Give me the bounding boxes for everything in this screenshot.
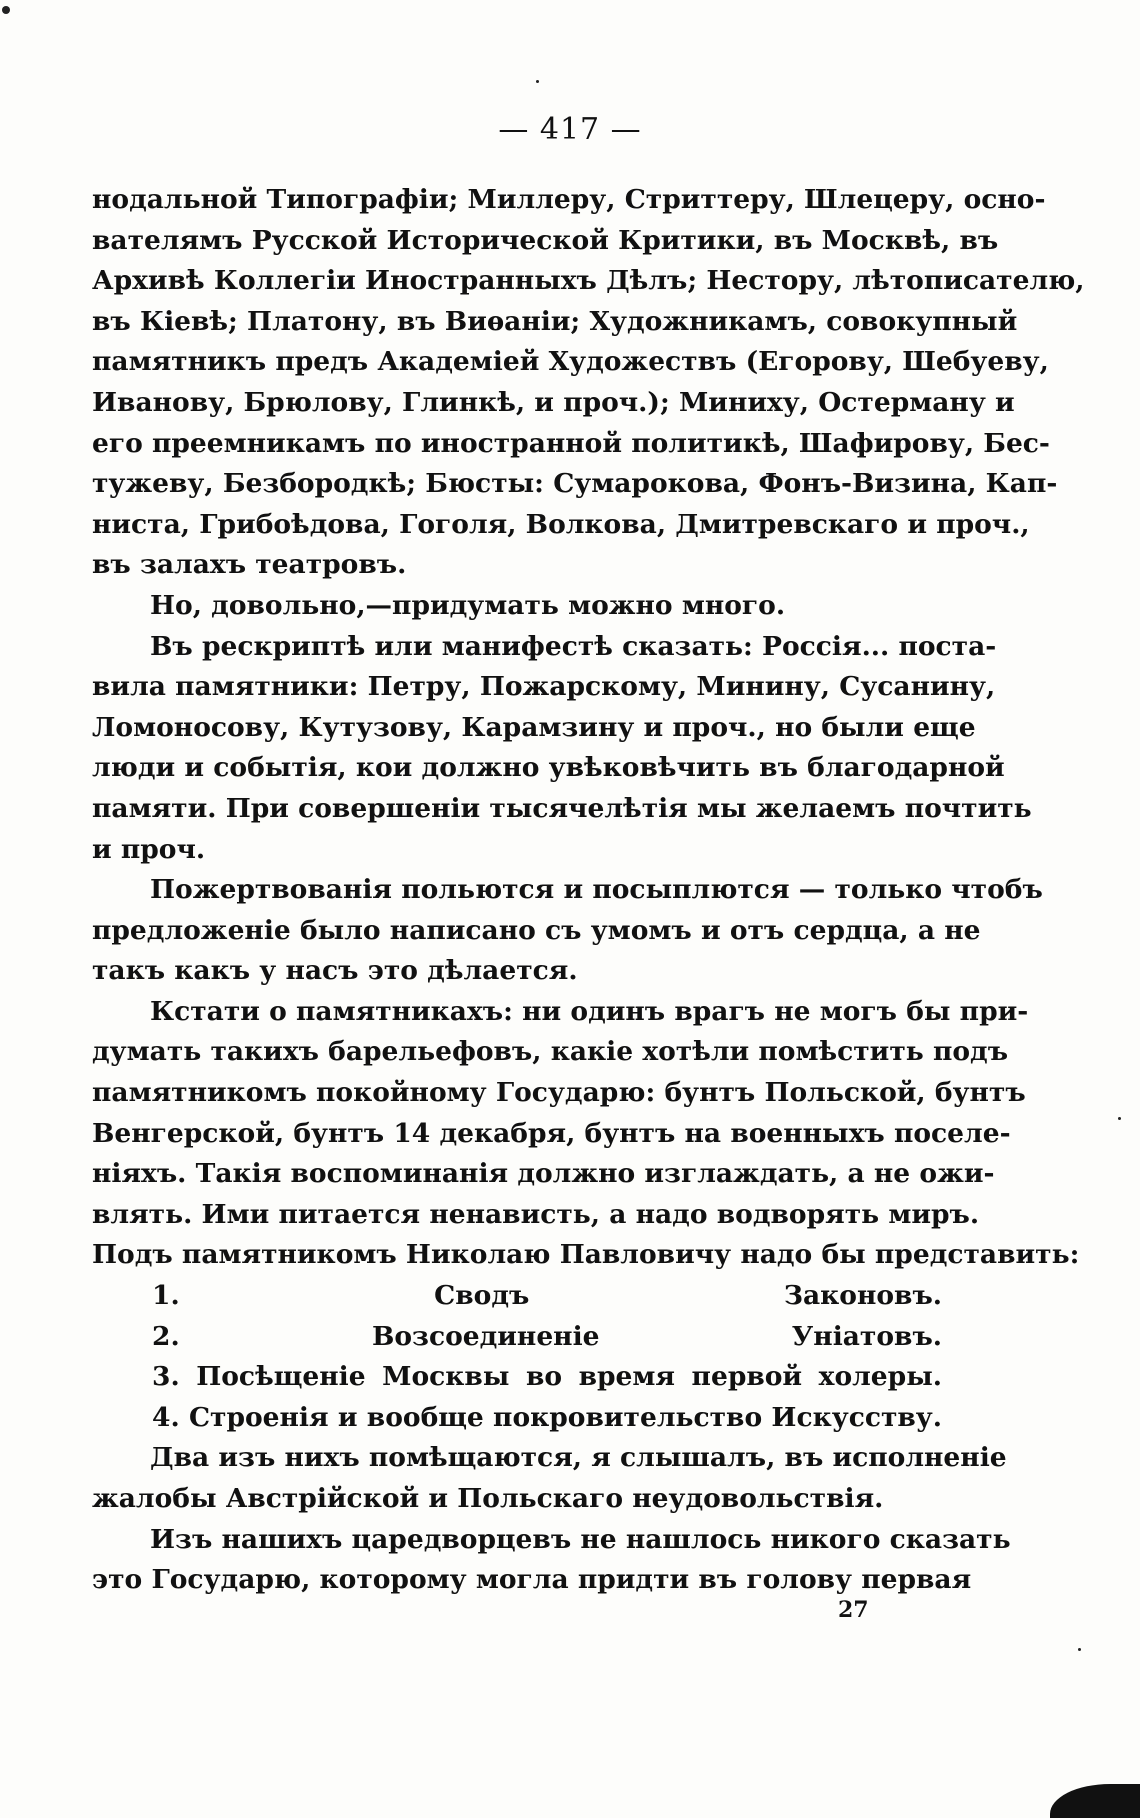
text-line: ніяхъ. Такія воспоминанія должно изглаждать, а не ожи-	[92, 1158, 995, 1190]
paragraph	[92, 870, 1043, 992]
text-line: памяти. При совершеніи тысячелѣтія мы желаемъ почтить	[92, 792, 1032, 824]
text-line: въ залахъ театровъ.	[92, 549, 407, 581]
text-line: Кстати о памятникахъ: ни одинъ врагъ не могъ бы при-	[150, 995, 1029, 1027]
print-speck	[536, 80, 539, 83]
text-line: его преемникамъ по иностранной политикѣ, Шафирову, Бес-	[92, 427, 1050, 459]
text-line: Пожертвованія польются и посыплются — только чтобъ	[150, 874, 1043, 906]
text-line: тужеву, Безбородкѣ; Бюсты: Сумарокова, Фонъ-Визина, Кап-	[92, 468, 1058, 500]
text-line: это Государю, которому могла придти въ голову первая	[92, 1564, 972, 1596]
text-line: Иванову, Брюлову, Глинкѣ, и проч.); Миниху, Остерману и	[92, 386, 1015, 418]
text-line: въ Кіевѣ; Платону, въ Виѳаніи; Художникамъ, совокупный	[92, 305, 1018, 337]
list-item: 3. Посѣщеніе Москвы во время первой холеры.	[152, 1361, 942, 1393]
text-line: жалобы Австрійской и Польскаго неудовольствія.	[92, 1483, 884, 1514]
numbered-list	[92, 1276, 942, 1438]
paragraph	[92, 1438, 1007, 1519]
paragraph	[92, 586, 942, 627]
list-item: 2. Возсоединеніе Уніатовъ.	[152, 1320, 942, 1352]
text-line: люди и событія, кои должно увѣковѣчить въ благодарной	[92, 752, 1005, 784]
page-number: — 417 —	[498, 112, 642, 147]
text-line: памятникъ предъ Академіей Художествъ (Егорову, Шебуеву,	[92, 346, 1049, 378]
text-line: Ломоносову, Кутузову, Карамзину и проч., но были еще	[92, 711, 976, 743]
text-line: влять. Ими питается ненависть, а надо водворять миръ.	[92, 1198, 980, 1230]
list-item: 1. Сводъ Законовъ.	[152, 1280, 942, 1312]
text-line: Архивѣ Коллегіи Иностранныхъ Дѣлъ; Нестору, лѣтописателю,	[92, 265, 1085, 297]
paragraph	[92, 992, 1080, 1276]
text-line: Венгерской, бунтъ 14 декабря, бунтъ на военныхъ поселе-	[92, 1117, 1011, 1149]
ink-blot	[1050, 1784, 1140, 1818]
text-line: вателямъ Русской Исторической Критики, въ Москвѣ, въ	[92, 224, 999, 256]
list-item: 4. Строенія и вообще покровительство Искусству.	[152, 1401, 942, 1433]
text-line: предложеніе было написано съ умомъ и отъ сердца, а не	[92, 914, 981, 946]
text-line: памятникомъ покойному Государю: бунтъ Польской, бунтъ	[92, 1077, 1026, 1109]
paragraph	[92, 1520, 1011, 1601]
print-speck	[1078, 1648, 1081, 1651]
signature-mark: 27	[838, 1597, 869, 1623]
paragraph	[92, 180, 1085, 586]
text-line: думать такихъ барельефовъ, какіе хотѣли помѣстить подъ	[92, 1036, 1009, 1068]
text-line: Подъ памятникомъ Николаю Павловичу надо бы представить:	[92, 1239, 1080, 1271]
paragraph	[92, 627, 1032, 871]
text-line: Изъ нашихъ царедворцевъ не нашлось никого сказать	[150, 1523, 1011, 1555]
text-line: Два изъ нихъ помѣщаются, я слышалъ, въ исполненіе	[150, 1442, 1007, 1474]
text-line: вила памятники: Петру, Пожарскому, Минину, Сусанину,	[92, 671, 996, 703]
text-line: такъ какъ у насъ это дѣлается.	[92, 955, 578, 987]
text-line: Но, довольно,—придумать можно много.	[150, 589, 786, 621]
print-speck	[2, 6, 10, 14]
body-text	[92, 180, 1085, 1601]
text-line: ниста, Грибоѣдова, Гоголя, Волкова, Дмитревскаго и проч.,	[92, 508, 1030, 540]
text-line: Въ рескриптѣ или манифестѣ сказать: Россія... поста-	[150, 630, 997, 662]
text-line: и проч.	[92, 833, 206, 865]
print-speck	[1118, 1117, 1121, 1120]
text-line: нодальной Типографіи; Миллеру, Стриттеру, Шлецеру, осно-	[92, 184, 1046, 215]
